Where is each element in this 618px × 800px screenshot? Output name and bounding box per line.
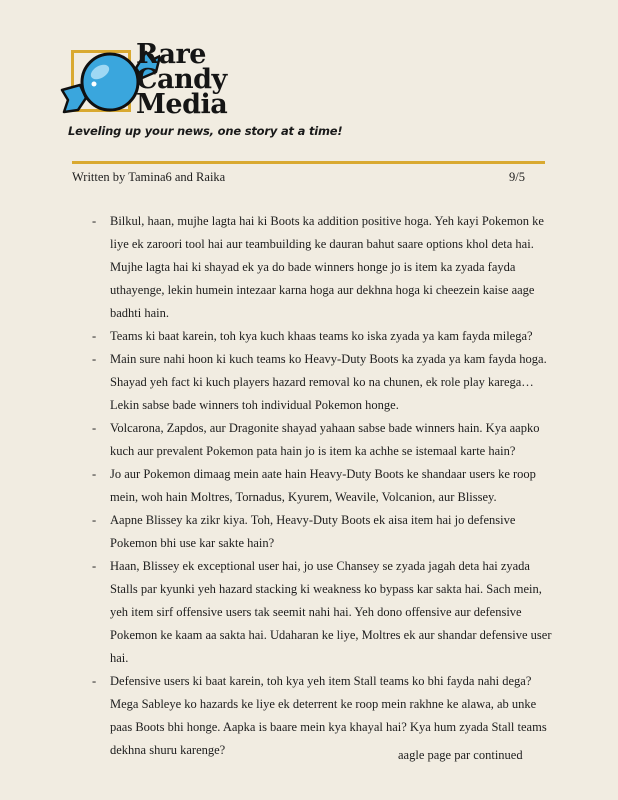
paragraph: - Defensive users ki baat karein, toh kya yeh item Stall teams ko bhi fayda nahi dega? Mega Sableye ko hazards ke liye ek deterrent ke roop mein rakhne ke alawa, ab unke paas Boots bhi honge. Aapka is baare mein kya khayal hai? Kya hum zyada Stall teams dekhna shuru karenge?: [92, 670, 552, 762]
paragraph: - Main sure nahi hoon ki kuch teams ko Heavy-Duty Boots ka zyada ya kam fayda hoga. Shayad yeh fact ki kuch players hazard removal ko na chunen, ek role play karega… Lekin sabse bade winners toh individual Pokemon honge.: [92, 348, 552, 417]
header-divider: [72, 161, 545, 164]
byline: Written by Tamina6 and Raika: [72, 170, 226, 184]
paragraph: - Bilkul, haan, mujhe lagta hai ki Boots ka addition positive hoga. Yeh kayi Pokemon ke liye ek zaroori tool hai aur teambuilding ke dauran bahut saare options khol deta hai. Mujhe lagta hai ki shayad ek ya do bade winners honge jo is item ka zyada fayda uthayenge, lekin humein intezaar karna hoga aur dekhna hoga ki cheezein kaise aage badhti hain.: [92, 210, 552, 325]
page-number: 9/5: [509, 170, 525, 184]
tagline: Leveling up your news, one story at a time!: [68, 124, 343, 138]
paragraph: - Jo aur Pokemon dimaag mein aate hain Heavy-Duty Boots ke shandaar users ke roop mein, woh hain Moltres, Tornadus, Kyurem, Weavile, Volcanion, aur Blissey.: [92, 463, 552, 509]
article-body: [92, 210, 552, 762]
paragraph: - Volcarona, Zapdos, aur Dragonite shayad yahaan sabse bade winners hain. Kya aapko kuch aur prevalent Pokemon pata hain jo is item ka achhe se istemaal karte hain?: [92, 417, 552, 463]
brand-name: [136, 39, 228, 120]
paragraph: - Haan, Blissey ek exceptional user hai, jo use Chansey se zyada jagah deta hai zyada Stalls par kyunki yeh hazard stacking ki weakness ko bypass kar sakta hai. Sach mein, yeh item sirf offensive users tak seemit nahi hai. Yeh dono offensive aur defensive Pokemon ke kaam aa sakta hai. Udaharan ke liye, Moltres ek aur shandar defensive user hai.: [92, 555, 552, 670]
brand-line-1: Rare: [136, 39, 206, 70]
brand-line-3: Media: [136, 89, 228, 120]
continued-note: aagle page par continued: [398, 748, 523, 762]
paragraph: - Aapne Blissey ka zikr kiya. Toh, Heavy-Duty Boots ek aisa item hai jo defensive Pokemon bhi use kar sakte hain?: [92, 509, 552, 555]
paragraph: - Teams ki baat karein, toh kya kuch khaas teams ko iska zyada ya kam fayda milega?: [92, 325, 552, 348]
brand-line-2: Candy: [136, 64, 227, 95]
